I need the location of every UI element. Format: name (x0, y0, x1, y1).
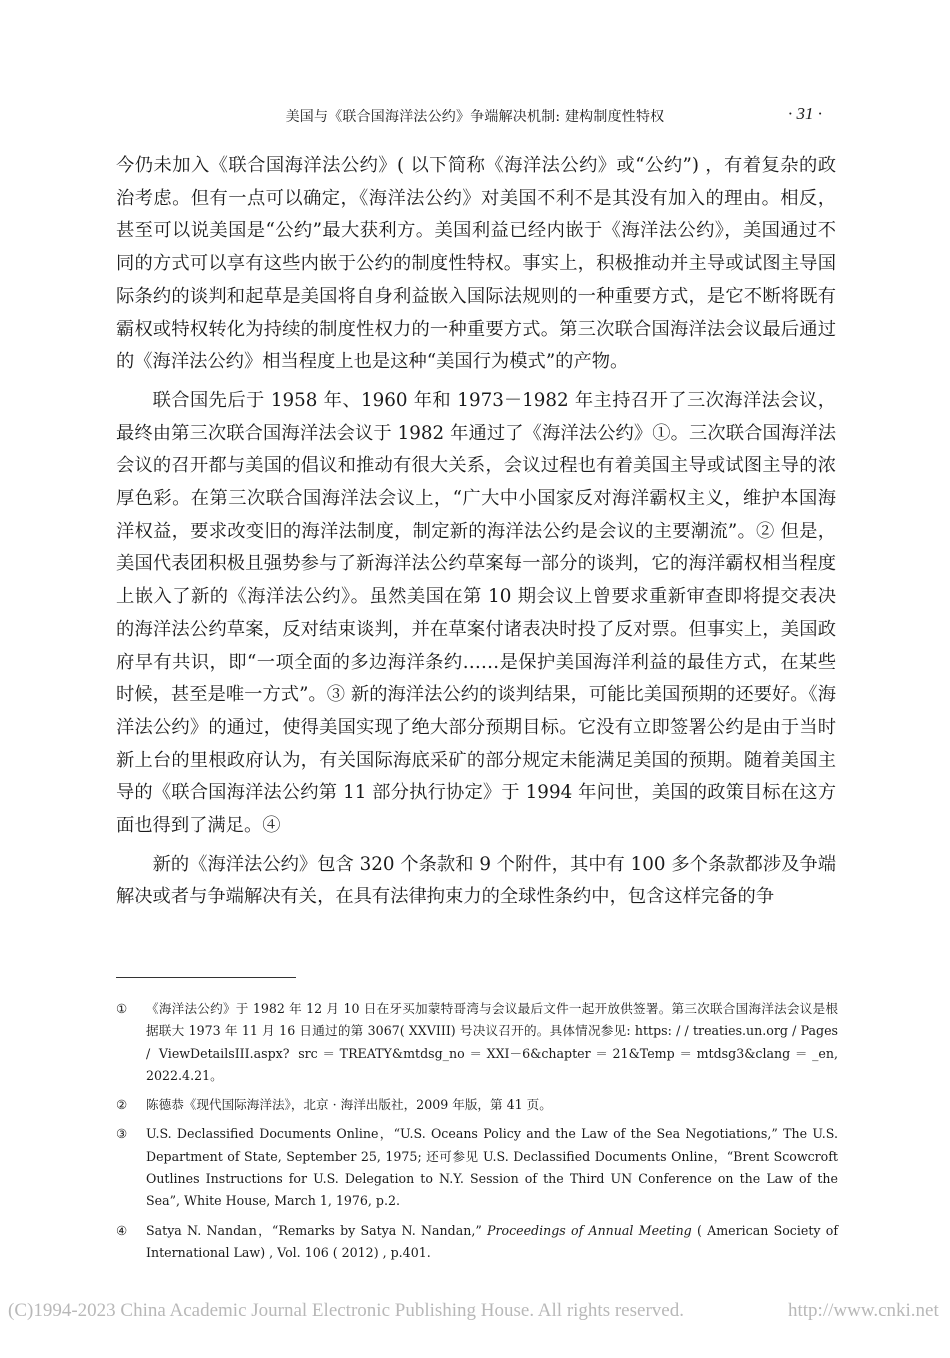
footnote (116, 1094, 838, 1116)
running-header (0, 106, 950, 130)
page-number: · 31 · (788, 104, 822, 123)
footnote-text: 陈德恭《现代国际海洋法》，北京 · 海洋出版社，2009 年版，第 41 页。 (146, 1097, 552, 1113)
article-body (116, 150, 836, 920)
footnote-mark: ② (116, 1097, 128, 1113)
footnote (116, 1220, 838, 1265)
publisher-url: http://www.cnki.net (788, 1300, 939, 1321)
copyright-watermark (8, 1300, 948, 1322)
footnote-divider (116, 977, 296, 978)
paragraph: 新的《海洋法公约》包含 320 个条款和 9 个附件，其中有 100 多个条款都涉及争端解决或者与争端解决有关，在具有法律拘束力的全球性条约中，包含这样完备的争 (116, 853, 836, 908)
paragraph: 联合国先后于 1958 年、1960 年和 1973－1982 年主持召开了三次海洋法会议，最终由第三次联合国海洋法会议于 1982 年通过了《海洋法公约》①。三次联合国海洋法会议的召开都与美国的倡议和推动有很大关系，会议过程也有着美国主导或试图主导的浓厚色彩。在第三次联合国海洋法会议上，“广大中小国家反对海洋霸权主义，维护本国海洋权益，要求改变旧的海洋法制度，制定新的海洋法公约是会议的主要潮流”。② 但是，美国代表团积极且强势参与了新海洋法公约草案每一部分的谈判，它的海洋霸权相当程度上嵌入了新的《海洋法公约》。虽然美国在第 10 期会议上曾要求重新审查即将提交表决的海洋法公约草案，反对结束谈判，并在草案付诸表决时投了反对票。但事实上，美国政府早有共识，即“一项全面的多边海洋条约……是保护美国海洋利益的最佳方式，在某些时候，甚至是唯一方式”。③ 新的海洋法公约的谈判结果，可能比美国预期的还要好。《海洋法公约》的通过，使得美国实现了绝大部分预期目标。它没有立即签署公约是由于当时新上台的里根政府认为，有关国际海底采矿的部分规定未能满足美国的预期。随着美国主导的《联合国海洋法公约第 11 部分执行协定》于 1994 年问世，美国的政策目标在这方面也得到了满足。④ (116, 389, 836, 837)
footnote-text: U.S. Declassified Documents Online，“U.S. Oceans Policy and the Law of the Sea Negotiations,” The U.S. Department of State, September 25, 1975; 还可参见 U.S. Declassified Documents Online，“Brent Scowcroft Outlines Instructions for U.S. Delegation to N.Y. Session of the Third UN Conference on the Law of the Sea”, White House, March 1, 1976, p.2. (146, 1126, 838, 1209)
footnote-text-before: Satya N. Nandan，“Remarks by Satya N. Nandan,” (146, 1222, 487, 1238)
footnote-mark: ① (116, 1001, 128, 1016)
paragraph: 今仍未加入《联合国海洋法公约》( 以下简称《海洋法公约》或“公约”) ，有着复杂的政治考虑。但有一点可以确定，《海洋法公约》对美国不利不是其没有加入的理由。相反，甚至可以说美国是“公约”最大获利方。美国利益已经内嵌于《海洋法公约》，美国通过不同的方式可以享有这些内嵌于公约的制度性特权。事实上，积极推动并主导或试图主导国际条约的谈判和起草是美国将自身利益嵌入国际法规则的一种重要方式，是它不断将既有霸权或特权转化为持续的制度性权力的一种重要方式。第三次联合国海洋法会议最后通过的《海洋法公约》相当程度上也是这种“美国行为模式”的产物。 (116, 155, 836, 373)
running-title: 美国与《联合国海洋法公约》争端解决机制: 建构制度性特权 (285, 109, 665, 125)
footnote-mark: ④ (116, 1222, 128, 1238)
footnote-text-after: ( American Society of International Law) , Vol. 106 ( 2012) , p.401. (146, 1222, 838, 1260)
footnote (116, 998, 838, 1087)
footnotes (116, 998, 838, 1271)
copyright-text: (C)1994-2023 China Academic Journal Electronic Publishing House. All rights reserved. (8, 1300, 684, 1321)
footnote (116, 1123, 838, 1212)
footnote-mark: ③ (116, 1126, 128, 1142)
footnote-text: 《海洋法公约》于 1982 年 12 月 10 日在牙买加蒙特哥湾与会议最后文件一起开放供签署。第三次联合国海洋法会议是根据联大 1973 年 11 月 16 日通过的第 3067( XXVIII) 号决议召开的。具体情况参见: https: / / treaties.un.org / Pages / ViewDetailsIII.aspx? src＝TREATY&mtdsg_no＝XXI－6&chapter＝21&Temp＝mtdsg3&clang＝_en, 2022.4.21。 (146, 1001, 838, 1083)
footnote-italic-title: Proceedings of Annual Meeting (487, 1222, 692, 1238)
